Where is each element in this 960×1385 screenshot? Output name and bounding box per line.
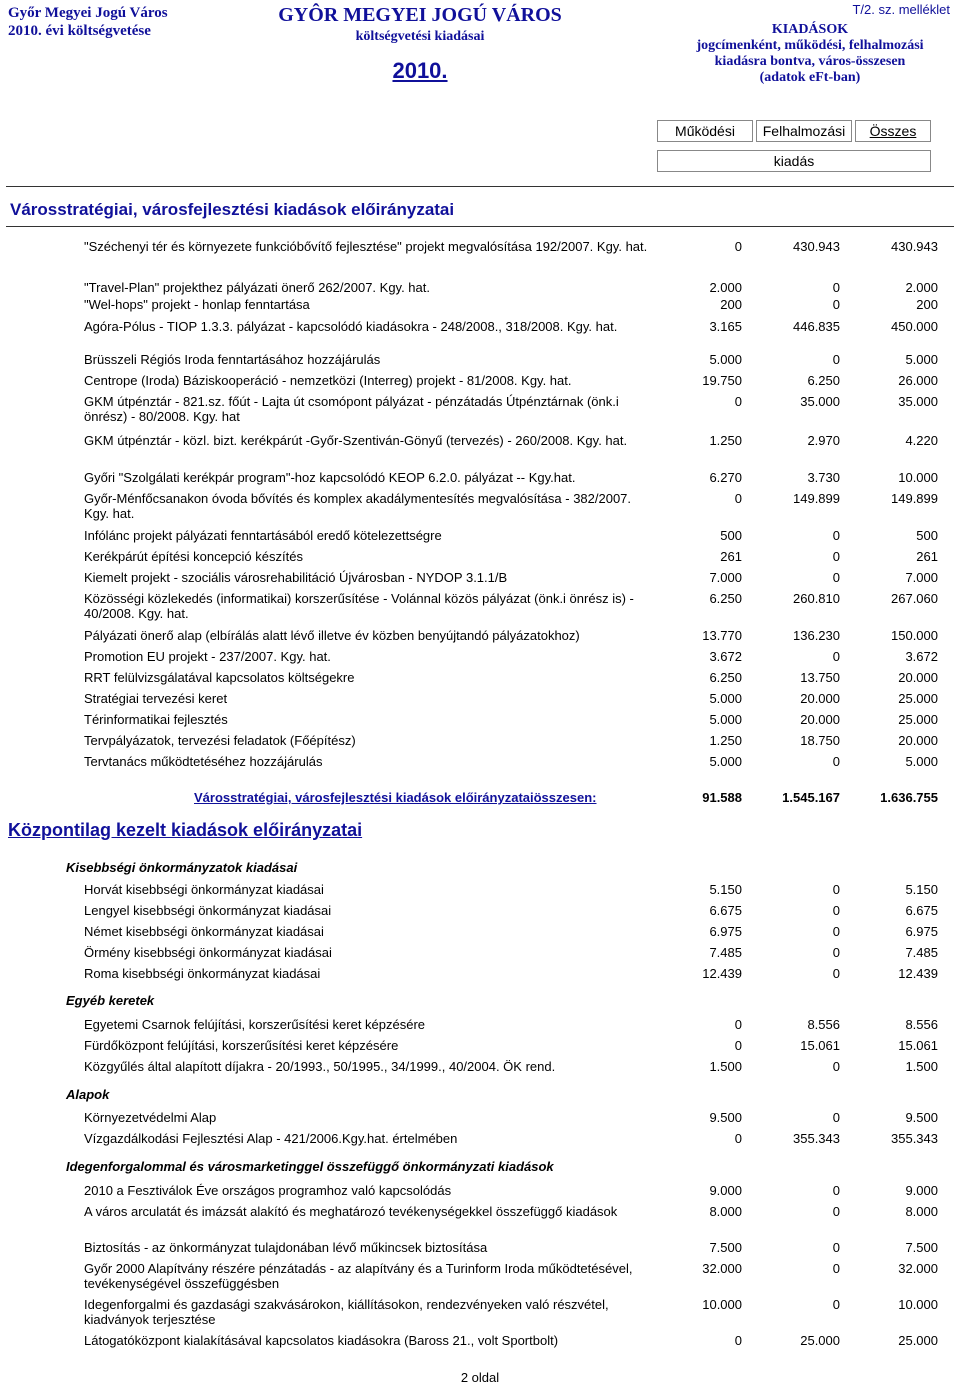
row-osszes: 8.000: [905, 1204, 938, 1219]
center-subtitle: költségvetési kiadásai: [355, 29, 485, 44]
row-osszes: 200: [916, 297, 938, 312]
row-description: Roma kisebbségi önkormányzat kiadásai: [84, 966, 321, 981]
row-osszes: 7.500: [905, 1240, 938, 1255]
row-felhalmozasi: 136.230: [793, 628, 840, 643]
row-description: Brüsszeli Régiós Iroda fenntartásához hozzájárulás: [84, 352, 381, 367]
row-mukodesi: 261: [720, 549, 742, 564]
row-description: "Wel-hops" projekt - honlap fenntartása: [84, 297, 310, 312]
page-number: 2 oldal: [460, 1370, 500, 1385]
row-osszes: 149.899: [891, 491, 938, 506]
row-osszes: 261: [916, 549, 938, 564]
row-description: Infólánc projekt pályázati fenntartásából eredő kötelezettségre: [84, 528, 442, 543]
row-felhalmozasi: 260.810: [793, 591, 840, 606]
row-felhalmozasi: 355.343: [793, 1131, 840, 1146]
row-felhalmozasi: 446.835: [793, 319, 840, 334]
row-description: Kiemelt projekt - szociális városrehabilitáció Újvárosban - NYDOP 3.1.1/B: [84, 570, 508, 585]
row-description: Idegenforgalmi és gazdasági szakvásárokon, kiállításokon, rendezvényeken való részvétel, kiadványok terjesztése: [84, 1297, 609, 1327]
row-mukodesi: 3.165: [709, 319, 742, 334]
right-line-4: (adatok eFt-ban): [759, 70, 861, 85]
row-description: Horvát kisebbségi önkormányzat kiadásai: [84, 882, 324, 897]
row-mukodesi: 500: [720, 528, 742, 543]
row-felhalmozasi: 0: [832, 1204, 840, 1219]
row-osszes: 7.000: [905, 570, 938, 585]
row-description: Centrope (Iroda) Báziskooperáció - nemzetközi (Interreg) projekt - 81/2008. Kgy. hat.: [84, 373, 572, 388]
row-felhalmozasi: 3.730: [807, 470, 840, 485]
row-description: GKM útpénztár - 821.sz. főút - Lajta út csomópont pályázat - pénzátadás Útpénztárnak (önk.i önrész) - 80/2008. Kgy. hat: [84, 394, 619, 424]
row-felhalmozasi: 0: [832, 1261, 840, 1276]
row-felhalmozasi: 0: [832, 1240, 840, 1255]
row-mukodesi: 0: [734, 239, 742, 254]
row-osszes: 15.061: [898, 1038, 938, 1053]
row-felhalmozasi: 0: [832, 754, 840, 769]
row-mukodesi: 7.000: [709, 570, 742, 585]
right-line-3: kiadásra bontva, város-összesen: [714, 54, 906, 69]
row-osszes: 355.343: [891, 1131, 938, 1146]
row-mukodesi: 19.750: [702, 373, 742, 388]
row-description: Promotion EU projekt - 237/2007. Kgy. hat.: [84, 649, 331, 664]
row-description: Látogatóközpont kialakításával kapcsolatos kiadásokra (Baross 21., volt Sportbolt): [84, 1333, 559, 1348]
row-description: A város arculatát és imázsát alakító és meghatározó tevékenységekkel összefüggő kiadások: [84, 1204, 618, 1219]
row-felhalmozasi: 0: [832, 1110, 840, 1125]
row-mukodesi: 13.770: [702, 628, 742, 643]
row-felhalmozasi: 20.000: [800, 712, 840, 727]
row-osszes: 150.000: [891, 628, 938, 643]
row-mukodesi: 32.000: [702, 1261, 742, 1276]
row-description: Környezetvédelmi Alap: [84, 1110, 217, 1125]
row-description: Agóra-Pólus - TIOP 1.3.3. pályázat - kapcsolódó kiadásokra - 248/2008., 318/2008. Kgy. hat.: [84, 319, 618, 334]
row-mukodesi: 0: [734, 1038, 742, 1053]
budget-year-label: 2010. évi költségvetése: [8, 23, 151, 39]
row-mukodesi: 6.675: [709, 903, 742, 918]
row-mukodesi: 0: [734, 394, 742, 409]
row-osszes: 450.000: [891, 319, 938, 334]
row-felhalmozasi: 0: [832, 1183, 840, 1198]
row-felhalmozasi: 0: [832, 297, 840, 312]
section1-total-felhalmozasi: 1.545.167: [782, 790, 840, 805]
row-description: Győri "Szolgálati kerékpár program"-hoz kapcsolódó KEOP 6.2.0. pályázat -- Kgy.hat.: [84, 470, 576, 485]
row-osszes: 4.220: [905, 433, 938, 448]
section-title-varosstrategiai: Városstratégiai, városfejlesztési kiadások előirányzatai: [10, 200, 455, 219]
row-mukodesi: 6.250: [709, 670, 742, 685]
row-mukodesi: 12.439: [702, 966, 742, 981]
row-osszes: 25.000: [898, 691, 938, 706]
section-divider-bottom: [6, 226, 954, 227]
row-osszes: 7.485: [905, 945, 938, 960]
column-header-felhalmozasi: Felhalmozási: [756, 120, 852, 142]
row-description: Egyetemi Csarnok felújítási, korszerűsítési keret képzésére: [84, 1017, 426, 1032]
section1-total-osszes: 1.636.755: [880, 790, 938, 805]
group-title: Egyéb keretek: [66, 993, 155, 1008]
row-mukodesi: 6.270: [709, 470, 742, 485]
row-felhalmozasi: 0: [832, 570, 840, 585]
right-title: KIADÁSOK: [771, 22, 849, 37]
row-felhalmozasi: 0: [832, 1059, 840, 1074]
row-felhalmozasi: 0: [832, 528, 840, 543]
row-osszes: 430.943: [891, 239, 938, 254]
row-description: Fürdőközpont felújítási, korszerűsítési keret képzésére: [84, 1038, 399, 1053]
row-felhalmozasi: 35.000: [800, 394, 840, 409]
row-mukodesi: 1.250: [709, 433, 742, 448]
group-title: Kisebbségi önkormányzatok kiadásai: [66, 860, 298, 875]
row-description: Német kisebbségi önkormányzat kiadásai: [84, 924, 324, 939]
row-felhalmozasi: 8.556: [807, 1017, 840, 1032]
row-mukodesi: 0: [734, 491, 742, 506]
row-mukodesi: 6.975: [709, 924, 742, 939]
row-description: "Travel-Plan" projekthez pályázati önerő 262/2007. Kgy. hat.: [84, 280, 430, 295]
row-description: Tervtanács működtetéséhez hozzájárulás: [84, 754, 323, 769]
row-felhalmozasi: 6.250: [807, 373, 840, 388]
row-mukodesi: 2.000: [709, 280, 742, 295]
group-title: Idegenforgalommal és városmarketinggel összefüggő önkormányzati kiadások: [66, 1159, 554, 1174]
row-osszes: 25.000: [898, 1333, 938, 1348]
column-subheader-kiadas: kiadás: [657, 150, 931, 172]
row-osszes: 3.672: [905, 649, 938, 664]
document-header-left: [8, 4, 168, 40]
section-divider-top: [6, 186, 954, 187]
row-felhalmozasi: 0: [832, 924, 840, 939]
row-mukodesi: 5.000: [709, 691, 742, 706]
row-osszes: 35.000: [898, 394, 938, 409]
right-line-2: jogcímenként, működési, felhalmozási: [696, 38, 924, 53]
city-name: Győr Megyei Jogú Város: [8, 5, 168, 21]
row-osszes: 5.150: [905, 882, 938, 897]
row-description: Közgyűlés által alapított díjakra - 20/1993., 50/1995., 34/1999., 40/2004. ÖK rend.: [84, 1059, 556, 1074]
row-mukodesi: 5.000: [709, 712, 742, 727]
row-mukodesi: 7.500: [709, 1240, 742, 1255]
row-description: Győr 2000 Alapítvány részére pénzátadás - az alapítvány és a Turinform Iroda működtetésével, tevékenységével összefüggésben: [84, 1261, 633, 1291]
column-header-osszes: Összes: [855, 120, 931, 142]
row-description: Örmény kisebbségi önkormányzat kiadásai: [84, 945, 332, 960]
row-mukodesi: 3.672: [709, 649, 742, 664]
document-header-right: [660, 2, 960, 86]
row-felhalmozasi: 0: [832, 882, 840, 897]
row-osszes: 32.000: [898, 1261, 938, 1276]
row-osszes: 9.000: [905, 1183, 938, 1198]
row-felhalmozasi: 18.750: [800, 733, 840, 748]
row-description: Biztosítás - az önkormányzat tulajdonában lévő műkincsek biztosítása: [84, 1240, 488, 1255]
row-osszes: 6.975: [905, 924, 938, 939]
row-osszes: 2.000: [905, 280, 938, 295]
row-description: "Széchenyi tér és környezete funkcióbővítő fejlesztése" projekt megvalósítása 192/2007. Kgy. hat.: [84, 239, 648, 254]
row-description: RRT felülvizsgálatával kapcsolatos költségekre: [84, 670, 355, 685]
row-felhalmozasi: 149.899: [793, 491, 840, 506]
section-title-kozpontilag: Központilag kezelt kiadások előirányzatai: [8, 820, 363, 840]
row-osszes: 5.000: [905, 352, 938, 367]
row-mukodesi: 7.485: [709, 945, 742, 960]
row-mukodesi: 200: [720, 297, 742, 312]
row-felhalmozasi: 0: [832, 549, 840, 564]
section1-total-mukodesi: 91.588: [702, 790, 742, 805]
row-felhalmozasi: 0: [832, 966, 840, 981]
row-felhalmozasi: 0: [832, 352, 840, 367]
document-header-center: [250, 4, 590, 86]
row-felhalmozasi: 2.970: [807, 433, 840, 448]
row-osszes: 26.000: [898, 373, 938, 388]
row-description: Vízgazdálkodási Fejlesztési Alap - 421/2006.Kgy.hat. értelmében: [84, 1131, 458, 1146]
row-felhalmozasi: 0: [832, 945, 840, 960]
row-osszes: 9.500: [905, 1110, 938, 1125]
row-osszes: 500: [916, 528, 938, 543]
row-osszes: 10.000: [898, 470, 938, 485]
row-mukodesi: 0: [734, 1131, 742, 1146]
row-description: Közösségi közlekedés (informatikai) korszerűsítése - Volánnal közös pályázat (önk.i önrész is) - 40/2008. Kgy. hat.: [84, 591, 634, 621]
row-felhalmozasi: 15.061: [800, 1038, 840, 1053]
row-osszes: 20.000: [898, 670, 938, 685]
annex-tag: T/2. sz. melléklet: [852, 2, 950, 17]
row-mukodesi: 8.000: [709, 1204, 742, 1219]
row-felhalmozasi: 0: [832, 903, 840, 918]
row-description: Győr-Ménfőcsanakon óvoda bővítés és komplex akadálymentesítés megvalósítása - 382/2007. Kgy. hat.: [84, 491, 632, 521]
row-felhalmozasi: 0: [832, 280, 840, 295]
row-osszes: 1.500: [905, 1059, 938, 1074]
row-mukodesi: 0: [734, 1017, 742, 1032]
column-header-mukodesi: Működési: [657, 120, 753, 142]
row-mukodesi: 6.250: [709, 591, 742, 606]
row-osszes: 6.675: [905, 903, 938, 918]
row-mukodesi: 9.500: [709, 1110, 742, 1125]
row-osszes: 20.000: [898, 733, 938, 748]
row-osszes: 25.000: [898, 712, 938, 727]
row-felhalmozasi: 0: [832, 649, 840, 664]
row-osszes: 5.000: [905, 754, 938, 769]
group-title: Alapok: [66, 1087, 110, 1102]
row-osszes: 10.000: [898, 1297, 938, 1312]
row-mukodesi: 5.000: [709, 754, 742, 769]
row-osszes: 8.556: [905, 1017, 938, 1032]
row-description: Kerékpárút építési koncepció készítés: [84, 549, 303, 564]
row-felhalmozasi: 20.000: [800, 691, 840, 706]
row-description: 2010 a Fesztiválok Éve országos programhoz való kapcsolódás: [84, 1183, 452, 1198]
row-description: Tervpályázatok, tervezési feladatok (Főépítész): [84, 733, 356, 748]
row-description: Pályázati önerő alap (elbírálás alatt lévő illetve év közben benyújtandó pályázatokhoz): [84, 628, 580, 643]
row-description: GKM útpénztár - közl. bizt. kerékpárút -Győr-Szentiván-Gönyű (tervezés) - 260/2008. Kgy. hat.: [84, 433, 628, 448]
row-mukodesi: 9.000: [709, 1183, 742, 1198]
center-title: GYÔR MEGYEI JOGÚ VÁROS: [278, 4, 562, 26]
row-description: Lengyel kisebbségi önkormányzat kiadásai: [84, 903, 332, 918]
section1-total-label: Városstratégiai, városfejlesztési kiadások előirányzataiösszesen:: [194, 790, 597, 805]
row-mukodesi: 5.000: [709, 352, 742, 367]
row-mukodesi: 1.250: [709, 733, 742, 748]
row-mukodesi: 0: [734, 1333, 742, 1348]
row-description: Térinformatikai fejlesztés: [84, 712, 228, 727]
row-mukodesi: 10.000: [702, 1297, 742, 1312]
row-felhalmozasi: 0: [832, 1297, 840, 1312]
row-description: Stratégiai tervezési keret: [84, 691, 228, 706]
row-felhalmozasi: 13.750: [800, 670, 840, 685]
row-mukodesi: 1.500: [709, 1059, 742, 1074]
row-osszes: 12.439: [898, 966, 938, 981]
center-year: 2010.: [392, 58, 448, 83]
row-osszes: 267.060: [891, 591, 938, 606]
row-mukodesi: 5.150: [709, 882, 742, 897]
row-felhalmozasi: 430.943: [793, 239, 840, 254]
row-felhalmozasi: 25.000: [800, 1333, 840, 1348]
